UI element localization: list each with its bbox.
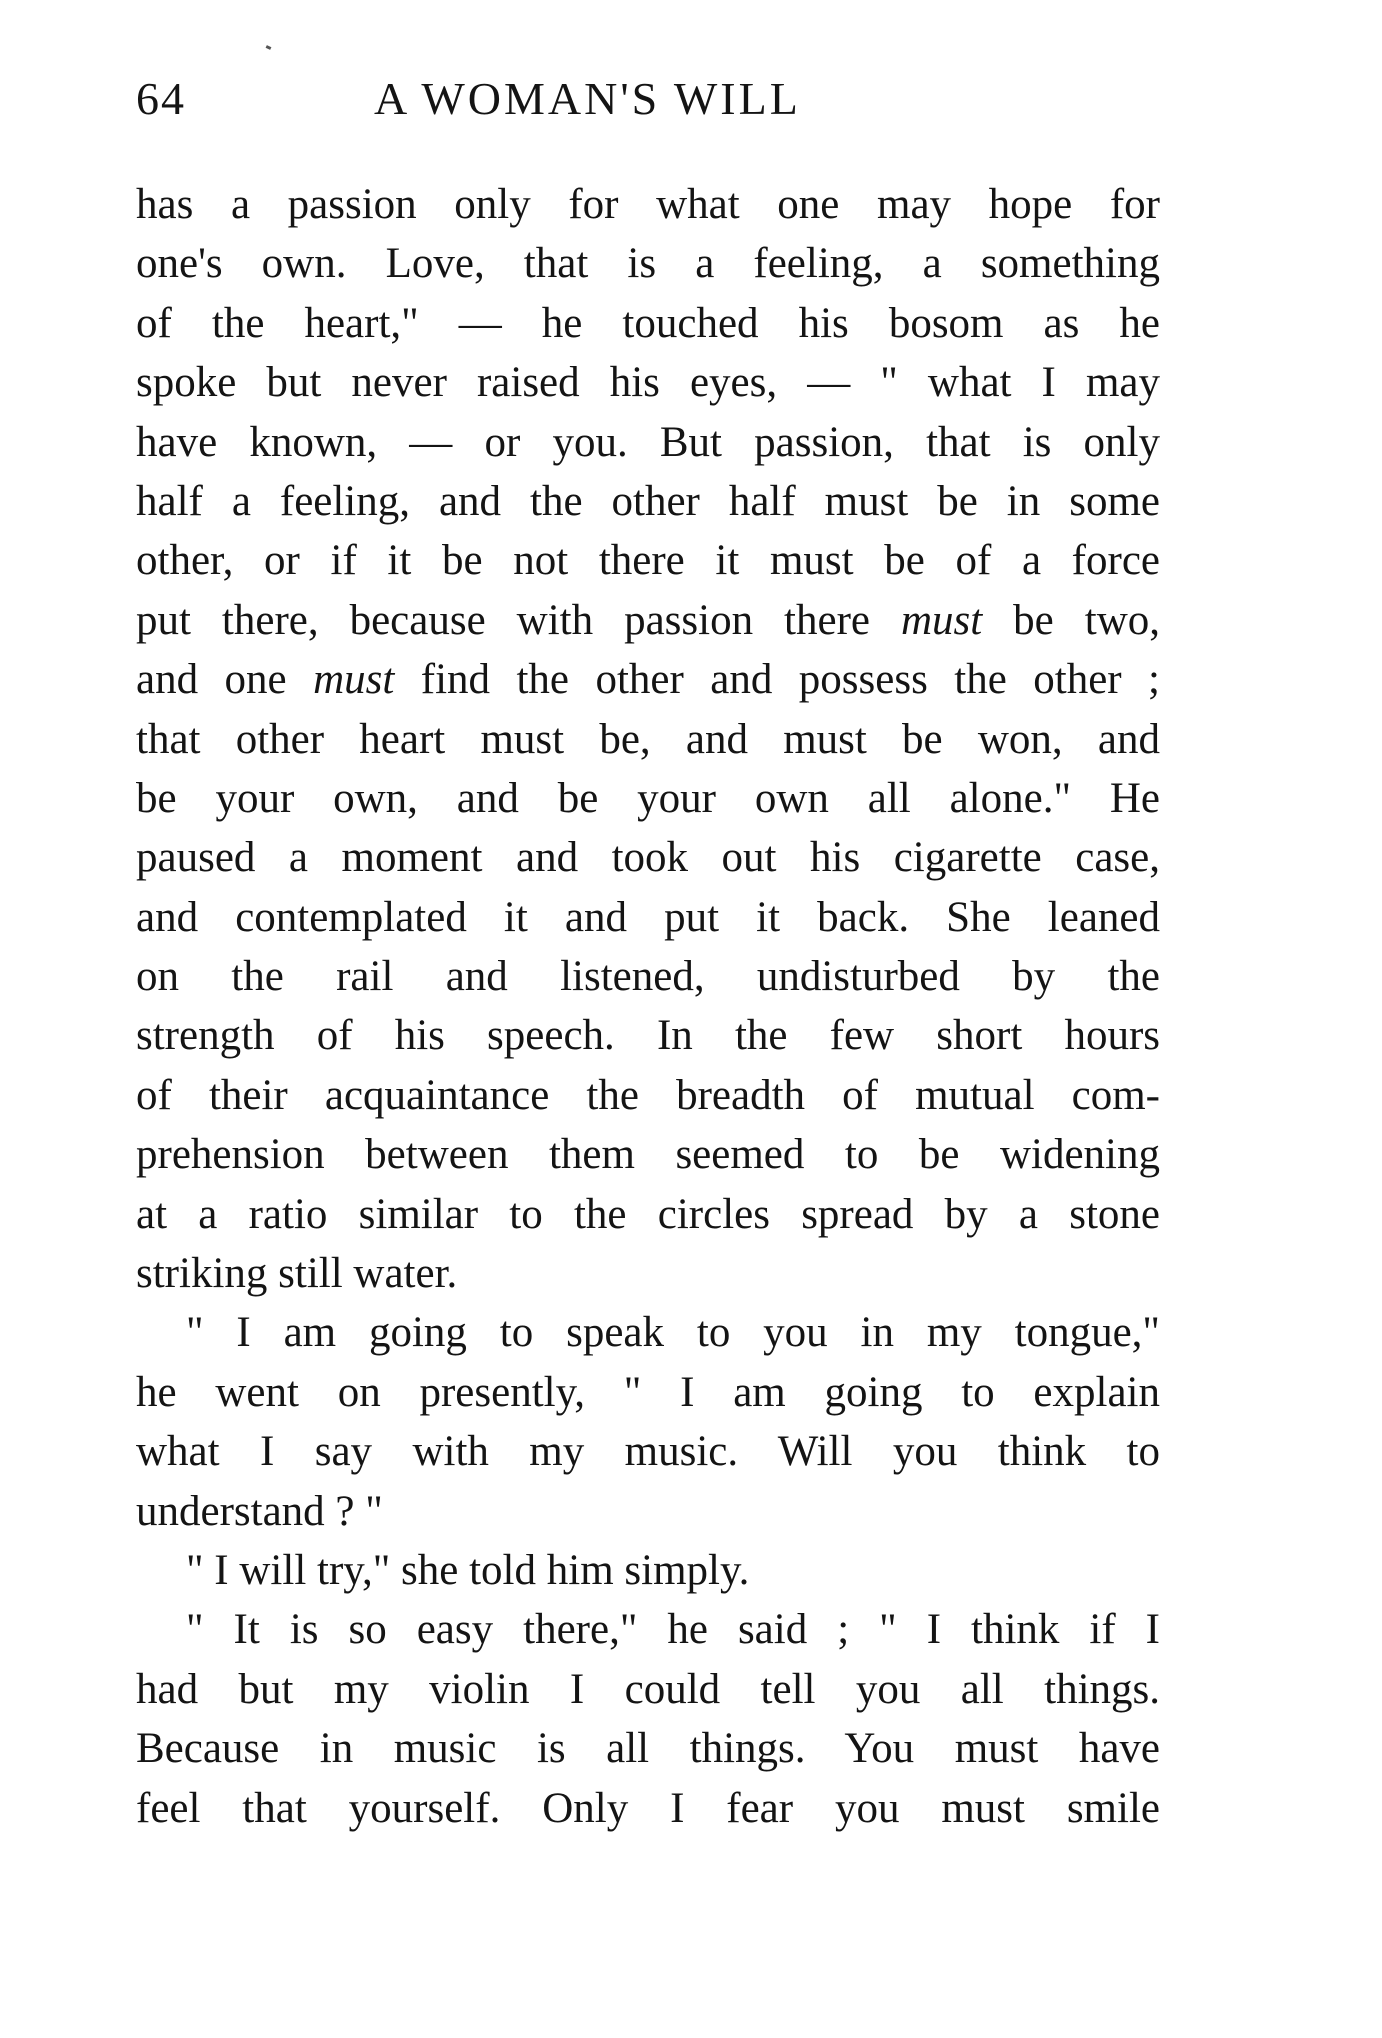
paragraph-line: " I will try," she told him simply. xyxy=(186,1546,750,1594)
text-line: half a feeling, and the other half must be in some xyxy=(136,477,1160,525)
text-line: other, or if it be not there it must be of a force xyxy=(136,537,1160,585)
text-line: what I say with my music. Will you think to xyxy=(136,1428,1160,1476)
text-run: be two, xyxy=(982,596,1160,644)
italic-emphasis: must xyxy=(900,596,983,644)
text-line: have known, — or you. But passion, that is only xyxy=(136,418,1160,466)
text-line: paused a moment and took out his cigarette case, xyxy=(136,834,1160,882)
text-line: Because in music is all things. You must have xyxy=(136,1725,1160,1773)
text-run: put there, because with passion there xyxy=(136,596,901,644)
paragraph-end-line: striking still water. xyxy=(136,1250,458,1298)
text-line: that other heart must be, and must be won, and xyxy=(136,715,1160,763)
italic-emphasis: must xyxy=(313,656,395,704)
print-speck xyxy=(266,45,272,50)
page-header xyxy=(136,72,1160,142)
text-line: has a passion only for what one may hope for xyxy=(136,181,1160,228)
text-run: and one xyxy=(136,656,314,704)
text-line: prehension between them seemed to be widening xyxy=(136,1131,1160,1179)
text-line: of their acquaintance the breadth of mutual com- xyxy=(136,1071,1160,1119)
text-line: be your own, and be your own all alone." He xyxy=(136,774,1160,822)
text-line: at a ratio similar to the circles spread by a stone xyxy=(136,1190,1160,1238)
text-line xyxy=(136,591,1160,650)
text-line: he went on presently, " I am going to explain xyxy=(136,1368,1160,1416)
text-line: feel that yourself. Only I fear you must smile xyxy=(136,1784,1160,1832)
paragraph-end-line: understand ? " xyxy=(136,1487,383,1535)
text-line: one's own. Love, that is a feeling, a something xyxy=(136,240,1160,288)
text-line: spoke but never raised his eyes, — " what I may xyxy=(136,359,1160,407)
text-line: strength of his speech. In the few short hours xyxy=(136,1012,1160,1060)
running-title: A WOMAN'S WILL xyxy=(374,73,801,124)
text-line: and contemplated it and put it back. She leaned xyxy=(136,893,1160,941)
text-run: find the other and possess the other ; xyxy=(394,656,1160,704)
text-line: on the rail and listened, undisturbed by the xyxy=(136,953,1160,1001)
text-line: had but my violin I could tell you all things. xyxy=(136,1665,1160,1713)
paragraph-start-line: " It is so easy there," he said ; " I think if I xyxy=(186,1606,1160,1654)
paragraph-start-line: " I am going to speak to you in my tongue," xyxy=(186,1309,1160,1357)
body-text xyxy=(136,175,1160,1838)
text-line: of the heart," — he touched his bosom as he xyxy=(136,299,1160,347)
page-number: 64 xyxy=(136,73,186,124)
text-line xyxy=(136,650,1160,709)
